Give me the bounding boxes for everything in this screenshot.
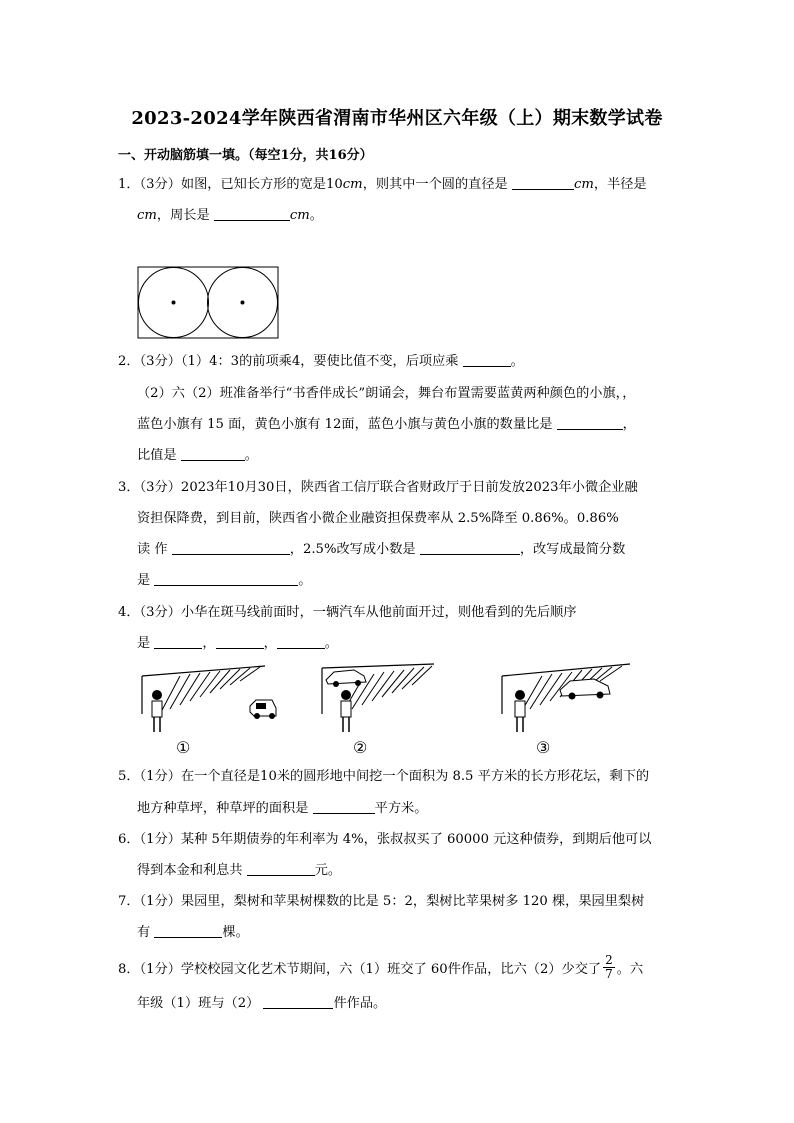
answer-blank[interactable]: [420, 540, 520, 555]
q4-text: 是: [137, 636, 151, 651]
question-2-line-2: （2）六（2）班准备举行“书香伴成长”朗诵会，舞台布置需要蓝黄两种颜色的小旗，，: [137, 386, 636, 401]
q1-text-2: ，则其中一个圆的直径是: [362, 177, 508, 192]
answer-blank[interactable]: [557, 415, 623, 430]
q3-text-c: ，改写成最简分数: [519, 542, 626, 557]
scene-3-figure: [500, 662, 636, 740]
q7-end: 棵。: [222, 925, 249, 940]
question-8-line-2: [137, 994, 697, 1014]
q3-text-b: ，2.5%改写成小数是: [289, 542, 416, 557]
rectangle-two-circles-figure: [137, 266, 281, 340]
answer-blank[interactable]: [277, 634, 325, 649]
question-8-line-1: [118, 953, 678, 983]
scene-2-figure: [320, 662, 440, 740]
person-head: [152, 690, 162, 700]
right-center-dot: [241, 301, 245, 305]
fraction-two-sevenths: [603, 954, 615, 981]
q1-text: 1．（3分）如图，已知长方形的宽是10: [118, 177, 343, 192]
question-1-line-2: [137, 206, 697, 226]
car-side-view-top: [326, 670, 366, 687]
question-2-line-4: [137, 446, 697, 466]
q1-unit-4: cm: [289, 208, 310, 223]
q1-unit-2: cm: [573, 177, 594, 192]
question-4-line-1: 4．（3分）小华在斑马线前面时，一辆汽车从他前面开过，则他看到的先后顺序: [118, 605, 577, 620]
q6-text: 得到本金和利息共: [137, 863, 243, 878]
answer-blank[interactable]: [463, 352, 511, 367]
answer-blank[interactable]: [154, 571, 298, 586]
q4-sep-2: ，: [263, 636, 277, 651]
scene-label-3: ③: [536, 738, 551, 757]
question-5-line-1: 5．（1分）在一个直径是10米的圆形地中间挖一个面积为 8.5 平方米的长方形花坛，剩下的: [118, 769, 650, 784]
answer-blank[interactable]: [154, 634, 202, 649]
q1-text-4: ，周长是: [156, 208, 210, 223]
q3-end: 。: [298, 573, 312, 588]
page-title: 2023-2024学年陕西省渭南市华州区六年级（上）期末数学试卷: [131, 108, 663, 129]
question-2-line-3: [137, 415, 697, 435]
question-7-line-1: 7．（1分）果园里，梨树和苹果树棵数的比是 5：2，梨树比苹果树多 120 棵，果园里梨树: [118, 894, 645, 909]
answer-blank[interactable]: [313, 799, 375, 814]
scene-label-2: ②: [353, 738, 368, 757]
q8-end: 件作品。: [333, 996, 387, 1011]
answer-blank[interactable]: [154, 923, 222, 938]
scene-label-1: ①: [176, 738, 191, 757]
answer-blank[interactable]: [172, 540, 290, 555]
person-body: [152, 701, 162, 717]
question-3-line-1: 3．（3分）2023年10月30日，陕西省工信厅联合省财政厅于日前发放2023年小微企业融: [118, 480, 638, 495]
q3-text-a: 读 作: [137, 542, 168, 557]
q1-unit: cm: [342, 177, 363, 192]
answer-blank[interactable]: [214, 206, 290, 221]
q3-text-d: 是: [137, 573, 151, 588]
question-6-line-1: 6．（1分）某种 5年期债券的年利率为 4%，张叔叔买了 60000 元这种债券，到期后他可以: [118, 832, 652, 847]
q8-text-2: 年级（1）班与（2）: [137, 996, 260, 1011]
fraction-denominator: 7: [605, 967, 613, 981]
q2-text-3: 蓝色小旗有 15 面，黄色小旗有 12面，蓝色小旗与黄色小旗的数量比是: [137, 417, 553, 432]
answer-blank[interactable]: [263, 994, 333, 1009]
q8-text-b: 。六: [616, 962, 644, 977]
q2-text-4: 比值是: [137, 448, 177, 463]
q1-unit-3: cm: [137, 208, 157, 223]
car-front-view: [250, 700, 276, 719]
left-center-dot: [172, 301, 176, 305]
q6-end: 元。: [314, 863, 342, 878]
question-4-line-2: [137, 634, 697, 654]
question-5-line-2: [137, 799, 697, 819]
question-3-line-4: [137, 571, 697, 591]
q2-end: 。: [510, 354, 524, 369]
question-1-line-1: [118, 175, 678, 195]
q2-comma: ，: [622, 417, 636, 432]
question-2-line-1: [118, 352, 678, 372]
question-3-line-3: [137, 540, 697, 560]
q2-text: 2．（3分）（1）4：3的前项乘4，要使比值不变，后项应乘: [118, 354, 459, 369]
q1-end: 。: [309, 208, 323, 223]
question-3-line-2: 资担保降费，到目前，陕西省小微企业融资担保费率从 2.5%降至 0.86%。0.86%: [137, 511, 619, 526]
q2-end-2: 。: [244, 448, 258, 463]
q8-text: 8．（1分）学校校园文化艺术节期间，六（1）班交了 60件作品，比六（2）少交了: [118, 962, 602, 977]
section-heading: 一、开动脑筋填一填。（每空1分，共16分）: [118, 148, 373, 163]
answer-blank[interactable]: [216, 634, 264, 649]
answer-blank[interactable]: [181, 446, 245, 461]
answer-blank[interactable]: [247, 861, 315, 876]
q5-end: 平方米。: [374, 801, 428, 816]
fraction-numerator: 2: [605, 953, 613, 967]
question-7-line-2: [137, 923, 697, 943]
question-6-line-2: [137, 861, 697, 881]
q7-text: 有: [137, 925, 151, 940]
q4-end: 。: [324, 636, 338, 651]
answer-blank[interactable]: [512, 175, 574, 190]
q5-text: 地方种草坪，种草坪的面积是: [137, 801, 309, 816]
car-side-view-road: [560, 679, 610, 700]
q4-sep: ，: [202, 636, 216, 651]
q1-text-3: ，半径是: [593, 177, 647, 192]
